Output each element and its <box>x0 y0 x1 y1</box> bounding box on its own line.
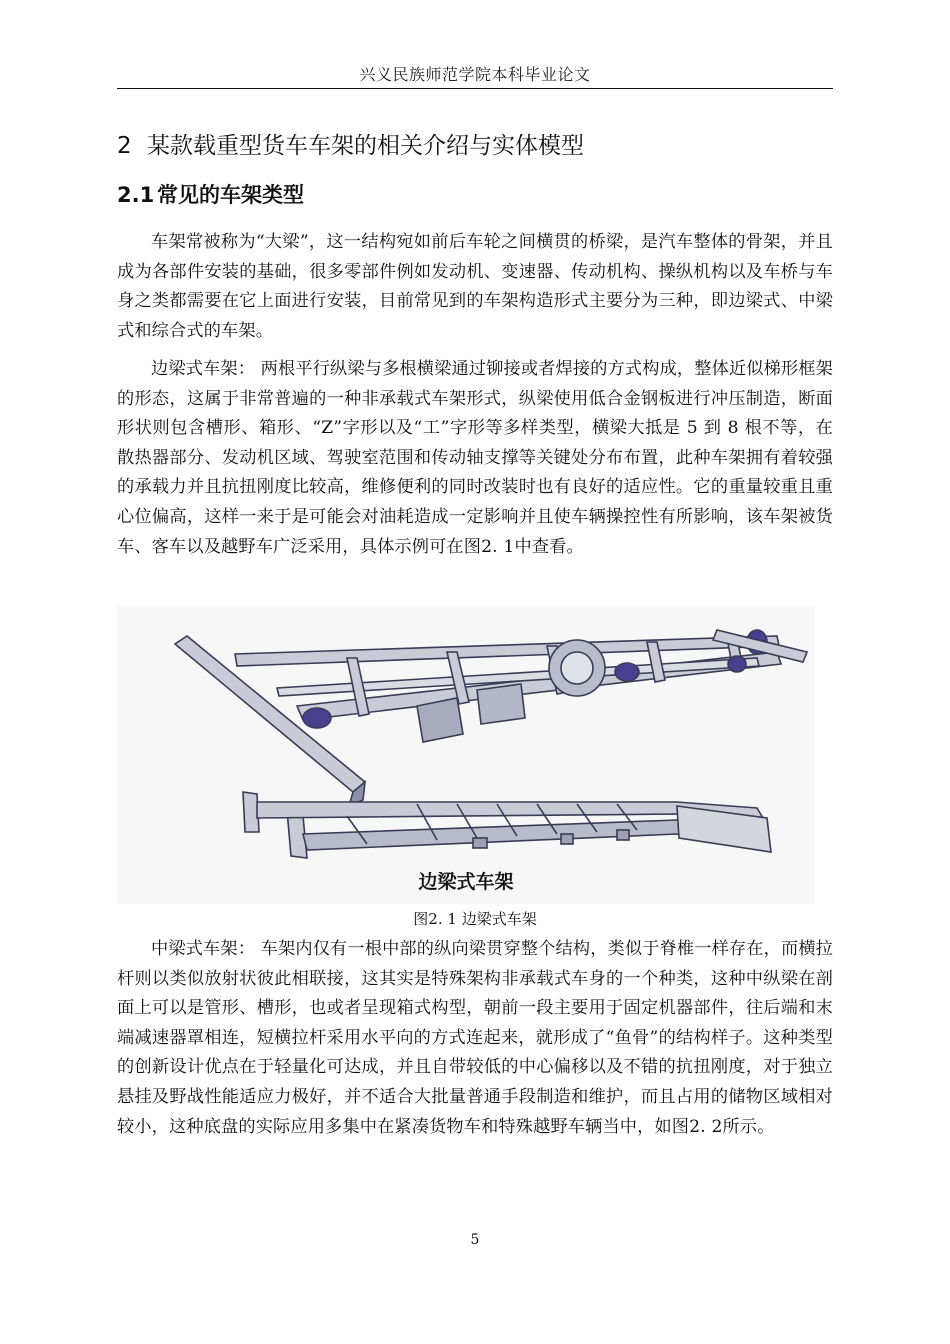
paragraph-backbone-frame: 中梁式车架： 车架内仅有一根中部的纵向梁贯穿整个结构，类似于脊椎一样存在，而横拉杆则以类似放射状彼此相联接，这其实是特殊架构非承载式车身的一个种类，这种中纵梁在剖面上可以是管形、槽形，也或者呈现箱式构型，朝前一段主要用于固定机器部件，往后端和末端减速器罩相连，短横拉杆采用水平向的方式连起来，就形成了“鱼骨”的结构样子。这种类型的创新设计优点在于轻量化可达成，并且自带较低的中心偏移以及不错的抗扭刚度，对于独立悬挂及野战性能适应力极好，并不适合大批量普通手段制造和维护，而且占用的储物区域相对较小，这种底盘的实际应用多集中在紧凑货物车和特殊越野车辆当中，如图2. 2所示。 <box>117 939 833 1137</box>
figure-ladder-frame <box>117 606 815 904</box>
page-header: 兴义民族师范学院本科毕业论文 <box>359 65 591 84</box>
header-rule <box>117 88 833 89</box>
paragraph-ladder-frame: 边梁式车架： 两根平行纵梁与多根横梁通过铆接或者焊接的方式构成，整体近似梯形框架的形态，这属于非常普遍的一种非承载式车架形式，纵梁使用低合金钢板进行冲压制造，断面形状则包含槽形、箱形、“Z”字形以及“工”字形等多样类型，横梁大抵是 5 到 8 根不等，在散热器部分、发动机区域、驾驶室范围和传动轴支撑等关键处分布布置，此种车架拥有着较强的承载力并且抗扭刚度比较高，维修便利的同时改装时也有良好的适应性。它的重量较重且重心位偏高，这样一来于是可能会对油耗造成一定影响并且使车辆操控性有所影响，该车架被货车、客车以及越野车广泛采用，具体示例可在图2. 1中查看。 <box>117 359 833 557</box>
page-number: 5 <box>470 1232 480 1248</box>
section-title: 常见的车架类型 <box>157 183 304 207</box>
section-heading <box>117 180 833 210</box>
ladder-frame-illustration <box>117 606 815 904</box>
upper-frame-drawing <box>175 630 807 806</box>
chapter-number: 2 <box>117 133 132 159</box>
figure-caption: 图2. 1 边梁式车架 <box>413 910 537 928</box>
paragraph-intro: 车架常被称为“大梁”，这一结构宛如前后车轮之间横贯的桥梁，是汽车整体的骨架，并且成为各部件安装的基础，很多零部件例如发动机、变速器、传动机构、操纵机构以及车桥与车身之类都需要在它上面进行安装，目前常见到的车架构造形式主要分为三种，即边梁式、中梁式和综合式的车架。 <box>117 232 833 341</box>
section-number: 2.1 <box>117 183 155 207</box>
chapter-heading <box>117 130 833 162</box>
lower-frame-drawing <box>243 792 771 858</box>
figure-image-label: 边梁式车架 <box>418 871 514 893</box>
chapter-title: 某款载重型货车车架的相关介绍与实体模型 <box>147 133 584 159</box>
